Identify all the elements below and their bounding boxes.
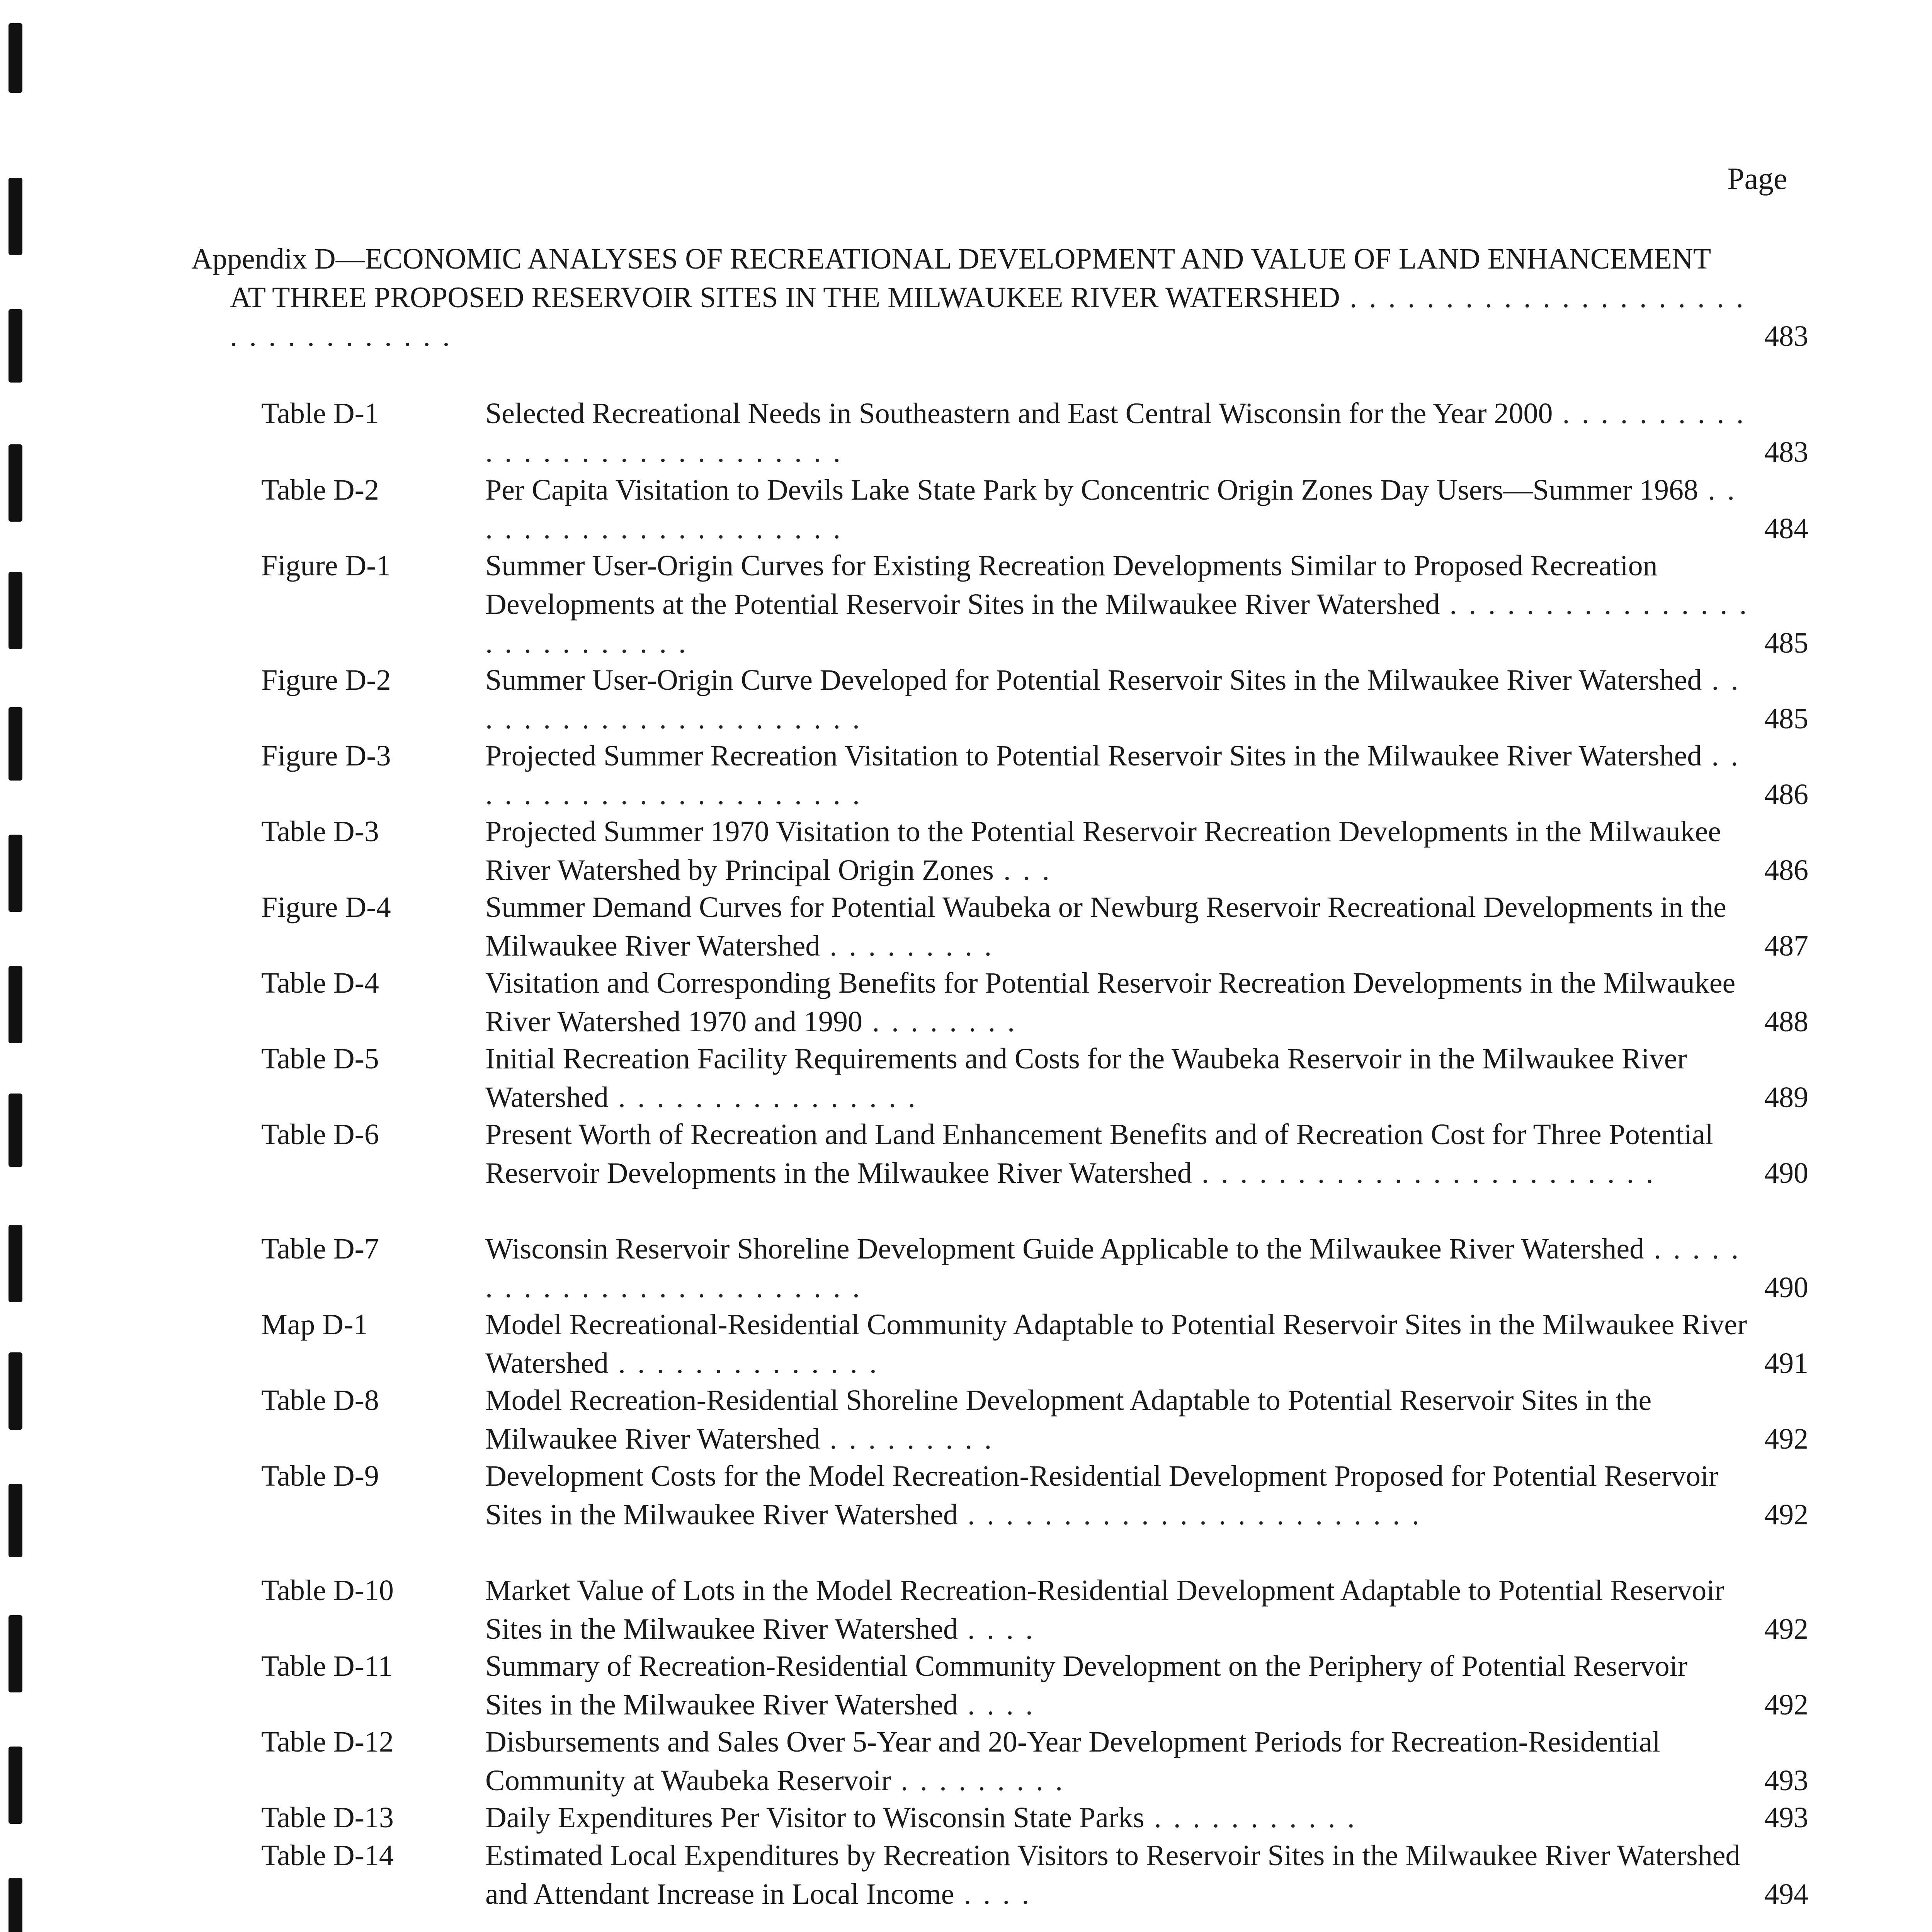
entry-label: Table D-4 [261,967,379,999]
entry-label: Table D-12 [261,1726,394,1758]
entry-label: Table D-1 [261,397,379,430]
entry-title: Estimated Local Expenditures by Recreation Visitors to Reservoir Sites in the Milwaukee River Watershed and Attendant Increase in Local Income [485,1839,1740,1910]
entry-page-number: 484 [1764,512,1808,545]
entry-title: Initial Recreation Facility Requirements and Costs for the Waubeka Reservoir in the Milwaukee River Watershed [485,1043,1687,1114]
entry-page-number: 483 [1764,436,1808,468]
leader-dots: . . . . . . . . . [891,1764,1065,1797]
binding-hole-mark [9,178,22,255]
entry-title: Projected Summer 1970 Visitation to the Potential Reservoir Recreation Developments in the Milwaukee River Watershed by Principal Origin Zones [485,815,1721,886]
entry-title: Daily Expenditures Per Visitor to Wisconsin State Parks [485,1801,1145,1834]
toc-entry [261,1723,1808,1800]
entry-label: Table D-10 [261,1574,394,1607]
entry-label: Table D-6 [261,1118,379,1151]
toc-entry [261,812,1808,889]
entry-title: Projected Summer Recreation Visitation to Potential Reservoir Sites in the Milwaukee River Watershed [485,740,1702,772]
toc-entry [261,736,1808,814]
entry-title: Summer User-Origin Curves for Existing Recreation Developments Similar to Proposed Recreation Developments at the Potential Reservoir Sites in the Milwaukee River Watershed [485,549,1658,621]
binding-hole-mark [9,707,22,781]
entry-label: Table D-8 [261,1384,379,1417]
entry-title: Market Value of Lots in the Model Recreation-Residential Development Adaptable to Potential Reservoir Sites in the Milwaukee River Watershed [485,1574,1725,1645]
leader-dots: . . . [993,854,1052,886]
binding-hole-mark [9,572,22,649]
toc-entry [261,1115,1808,1192]
entry-page-number: 490 [1764,1271,1808,1304]
binding-hole-mark [9,444,22,522]
leader-dots: . . . . . . . . . . . . . . . . . . . . . . [485,740,1741,811]
leader-dots: . . . . . . . . . . . . . . . . . . . . . . . . [1192,1157,1656,1189]
entry-page-number: 485 [1764,702,1808,735]
entry-label: Table D-3 [261,815,379,848]
binding-hole-mark [9,1484,22,1557]
toc-entry [261,1836,1808,1913]
entry-page-number: 489 [1764,1081,1808,1114]
entry-title: Selected Recreational Needs in Southeastern and East Central Wisconsin for the Year 2000 [485,397,1553,430]
toc-entry [261,1039,1808,1117]
entry-page-number: 492 [1764,1689,1808,1721]
entry-page-number: 490 [1764,1157,1808,1189]
entry-title: Per Capita Visitation to Devils Lake State Park by Concentric Origin Zones Day Users—Summer 1968 [485,474,1699,506]
toc-entry [261,1457,1808,1534]
entry-label: Table D-5 [261,1043,379,1075]
leader-dots: . . . . [954,1878,1032,1910]
toc-entry [261,661,1808,738]
entry-label: Figure D-4 [261,891,391,923]
toc-entry [261,888,1808,965]
toc-entry [261,1571,1808,1648]
leader-dots: . . . . . . . . . . . . . . . . [608,1081,918,1114]
toc-entry [261,394,1808,471]
toc-entry [261,1305,1808,1383]
entry-label: Table D-9 [261,1460,379,1492]
binding-hole-mark [9,1094,22,1167]
binding-hole-mark [9,1352,22,1430]
leader-dots: . . . . . . . . . . . . . . . . . . . . . . . . . . . . . [485,397,1746,468]
entry-label: Table D-11 [261,1650,393,1682]
leader-dots: . . . . . . . . . . . . . . . . . . . . . . [485,664,1741,735]
entry-label: Figure D-1 [261,549,391,582]
entry-title: Summer User-Origin Curve Developed for Potential Reservoir Sites in the Milwaukee River Watershed [485,664,1702,696]
entry-label: Table D-14 [261,1839,394,1872]
entry-title: Present Worth of Recreation and Land Enhancement Benefits and of Recreation Cost for Three Potential Reservoir Developments in the Milwaukee River Watershed [485,1118,1713,1189]
entry-label: Table D-7 [261,1233,379,1265]
binding-hole-mark [9,309,22,383]
leader-dots: . . . . . . . . . . . . . . . . . . . . . . . . . [485,1233,1741,1304]
entry-page-number: 492 [1764,1423,1808,1455]
binding-hole-mark [9,1615,22,1692]
toc-entry [261,471,1808,548]
leader-dots: . . . . [957,1689,1035,1721]
entry-page-number: 488 [1764,1005,1808,1038]
entry-title: Development Costs for the Model Recreation-Residential Development Proposed for Potential Reservoir Sites in the Milwaukee River Watershed [485,1460,1719,1531]
leader-dots: . . . . . . . . [862,1005,1017,1038]
entry-label: Table D-2 [261,474,379,506]
entry-label: Figure D-2 [261,664,391,696]
entry-label: Map D-1 [261,1308,368,1341]
leader-dots: . . . . . . . . . [820,930,994,962]
binding-hole-mark [9,1878,22,1932]
entry-page-number: 493 [1764,1801,1808,1834]
toc-entry [261,1647,1808,1724]
toc-entry [261,964,1808,1041]
binding-hole-mark [9,835,22,912]
entry-title: Summary of Recreation-Residential Community Development on the Periphery of Potential Reservoir Sites in the Milwaukee River Watershed [485,1650,1688,1721]
leader-dots: . . . . . . . . . . . . . . . . . . . . . . . . . . . . . . . . . [230,281,1746,352]
toc-entry [261,546,1808,662]
leader-dots: . . . . . . . . . . . . . . . . . . . . . . . . [957,1498,1422,1531]
entry-page-number: 487 [1764,930,1808,962]
toc-entry [261,1381,1808,1458]
binding-hole-mark [9,1225,22,1302]
entry-page-number: 486 [1764,778,1808,811]
leader-dots: . . . . [957,1613,1035,1645]
entry-page-number: 493 [1764,1764,1808,1797]
toc-entry [261,1798,1808,1837]
entry-title: Model Recreation-Residential Shoreline Development Adaptable to Potential Reservoir Sites in the Milwaukee River Watershed [485,1384,1652,1455]
leader-dots: . . . . . . . . . . . . . . [608,1347,879,1379]
appendix-d-heading [191,240,1808,355]
entry-title: Disbursements and Sales Over 5-Year and 20-Year Development Periods for Recreation-Residential Community at Waubeka Reservoir [485,1726,1660,1797]
appendix-d-title: Appendix D—ECONOMIC ANALYSES OF RECREATIONAL DEVELOPMENT AND VALUE OF LAND ENHANCEMENT AT THREE PROPOSED RESERVOIR SITES IN THE MILWAUKEE RIVER WATERSHED [191,243,1711,314]
toc-entry [261,1230,1808,1307]
entry-page-number: 485 [1764,627,1808,659]
leader-dots: . . . . . . . . . . . . . . . . . . . . . [485,474,1737,545]
appendix-d-page: 483 [1764,320,1808,352]
entry-page-number: 486 [1764,854,1808,886]
leader-dots: . . . . . . . . . . . . . . . . . . . . . . . . . . . [485,588,1749,659]
entry-page-number: 494 [1764,1878,1808,1910]
entry-page-number: 492 [1764,1498,1808,1531]
entry-label: Figure D-3 [261,740,391,772]
leader-dots: . . . . . . . . . [820,1423,994,1455]
page-column-header: Page [1727,162,1787,196]
entry-title: Wisconsin Reservoir Shoreline Development Guide Applicable to the Milwaukee River Watershed [485,1233,1645,1265]
binding-hole-mark [9,1747,22,1824]
entry-page-number: 492 [1764,1613,1808,1645]
entry-title: Model Recreational-Residential Community Adaptable to Potential Reservoir Sites in the Milwaukee River Watershed [485,1308,1747,1379]
leader-dots: . . . . . . . . . . . [1144,1801,1357,1834]
binding-hole-mark [9,23,22,93]
entry-title: Visitation and Corresponding Benefits for Potential Reservoir Recreation Developments in the Milwaukee River Watershed 1970 and 1990 [485,967,1736,1038]
binding-hole-mark [9,966,22,1043]
entry-title: Summer Demand Curves for Potential Waubeka or Newburg Reservoir Recreational Developments in the Milwaukee River Watershed [485,891,1726,962]
entry-label: Table D-13 [261,1801,394,1834]
entry-page-number: 491 [1764,1347,1808,1379]
